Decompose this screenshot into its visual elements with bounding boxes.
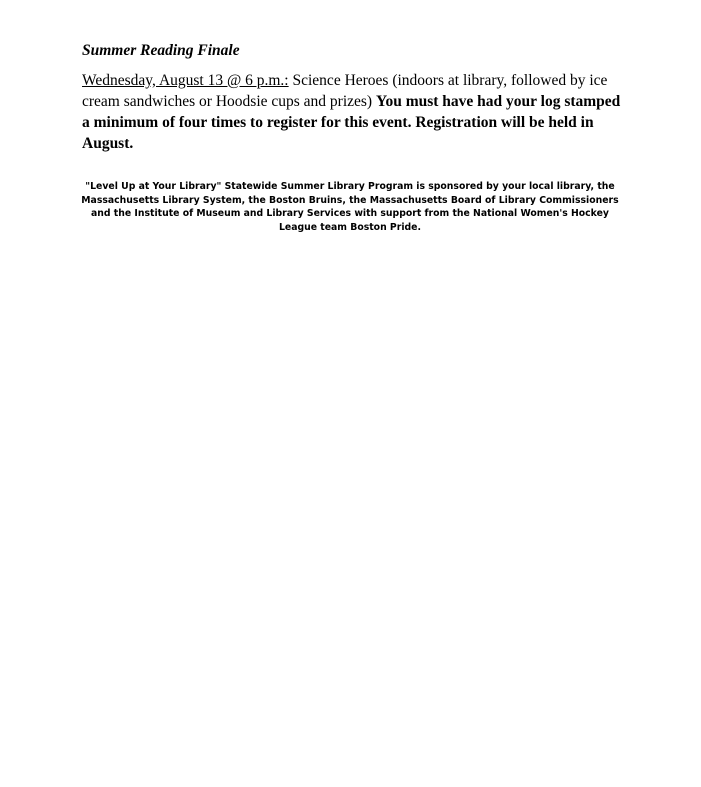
event-paragraph — [82, 70, 622, 154]
section-heading: Summer Reading Finale — [82, 42, 240, 59]
event-description: Science Heroes (indoors at library, followed by ice cream sandwiches or Hoodsie cups and prizes) — [82, 72, 608, 110]
sponsor-note: "Level Up at Your Library" Statewide Summer Library Program is sponsored by your local library, the Massachusetts Library System, the Boston Bruins, the Massachusetts Board of Library Commissioners and the Institute of Museum and Library Services with support from the National Women's Hockey League team Boston Pride. — [81, 181, 619, 233]
event-date: Wednesday, August 13 @ 6 p.m.: — [82, 72, 289, 89]
registration-requirement: You must have had your log stamped a minimum of four times to register for this event. Registration will be held in August. — [82, 93, 621, 152]
